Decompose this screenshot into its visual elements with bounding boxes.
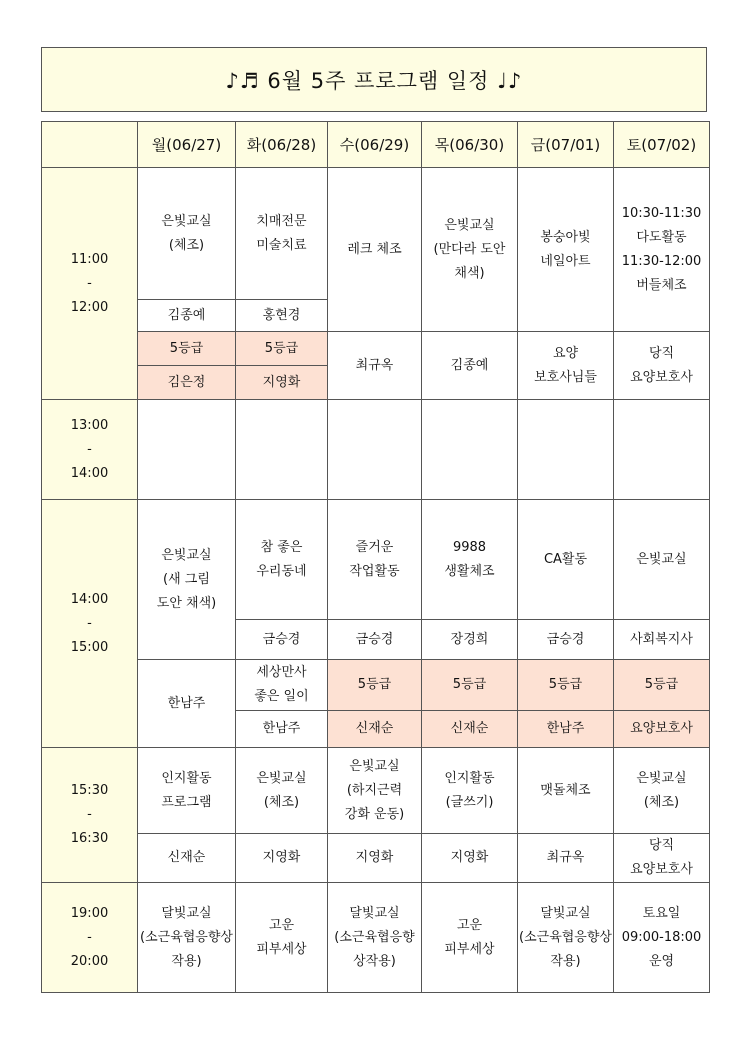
wed-1300-empty <box>328 400 422 500</box>
thu-1530-program: 인지활동 (글쓰기) <box>422 748 518 834</box>
fri-1400-staff: 금승경 <box>518 620 614 660</box>
fri-1900-program: 달빛교실 (소근육협응향상 작용) <box>518 883 614 993</box>
mon-1100-staff: 김종예 <box>138 300 236 332</box>
mon-1100-staff2: 김은정 <box>138 366 236 400</box>
mon-1300-empty <box>138 400 236 500</box>
schedule-table <box>41 121 710 993</box>
day-header-wed: 수(06/29) <box>328 122 422 168</box>
fri-1100-program: 봉숭아빛 네일아트 <box>518 168 614 332</box>
tue-1100-grade: 5등급 <box>236 332 328 366</box>
fri-1400-program: CA활동 <box>518 500 614 620</box>
sat-1400-staff2: 요양보호사 <box>614 711 710 748</box>
time-slot-1530: 15:30 - 16:30 <box>42 748 138 883</box>
fri-1530-program: 맷돌체조 <box>518 748 614 834</box>
tue-1100-staff2: 지영화 <box>236 366 328 400</box>
wed-1400-program: 즐거운 작업활동 <box>328 500 422 620</box>
time-slot-1900: 19:00 - 20:00 <box>42 883 138 993</box>
day-header-mon: 월(06/27) <box>138 122 236 168</box>
header-row <box>42 122 710 168</box>
tue-1900-program: 고운 피부세상 <box>236 883 328 993</box>
fri-1400-staff2: 한남주 <box>518 711 614 748</box>
mon-1530-staff: 신재순 <box>138 834 236 883</box>
time-slot-1100: 11:00 - 12:00 <box>42 168 138 400</box>
thu-1300-empty <box>422 400 518 500</box>
sat-1100-staff: 당직 요양보호사 <box>614 332 710 400</box>
fri-1530-staff: 최규옥 <box>518 834 614 883</box>
thu-1530-staff: 지영화 <box>422 834 518 883</box>
page-title: ♪♬ 6월 5주 프로그램 일정 ♩♪ <box>41 47 707 112</box>
tue-1100-staff: 홍현경 <box>236 300 328 332</box>
tue-1400-program: 참 좋은 우리동네 <box>236 500 328 620</box>
tue-1400-program2: 세상만사 좋은 일이 <box>236 660 328 711</box>
thu-1400-grade: 5등급 <box>422 660 518 711</box>
time-slot-1300: 13:00 - 14:00 <box>42 400 138 500</box>
day-header-thu: 목(06/30) <box>422 122 518 168</box>
time-slot-1400: 14:00 - 15:00 <box>42 500 138 748</box>
sat-1400-staff: 사회복지사 <box>614 620 710 660</box>
tue-1100-program: 치매전문 미술치료 <box>236 168 328 300</box>
day-header-fri: 금(07/01) <box>518 122 614 168</box>
tue-1530-program: 은빛교실 (체조) <box>236 748 328 834</box>
mon-1100-program: 은빛교실 (체조) <box>138 168 236 300</box>
thu-1900-program: 고운 피부세상 <box>422 883 518 993</box>
fri-1300-empty <box>518 400 614 500</box>
tue-1530-staff: 지영화 <box>236 834 328 883</box>
wed-1530-program: 은빛교실 (하지근력 강화 운동) <box>328 748 422 834</box>
mon-1530-program: 인지활동 프로그램 <box>138 748 236 834</box>
sat-1900-program: 토요일 09:00-18:00 운영 <box>614 883 710 993</box>
tue-1400-staff2: 한남주 <box>236 711 328 748</box>
mon-1100-grade: 5등급 <box>138 332 236 366</box>
thu-1400-staff2: 신재순 <box>422 711 518 748</box>
wed-1530-staff: 지영화 <box>328 834 422 883</box>
day-header-tue: 화(06/28) <box>236 122 328 168</box>
thu-1400-staff: 장경희 <box>422 620 518 660</box>
thu-1100-program: 은빛교실 (만다라 도안 채색) <box>422 168 518 332</box>
sat-1400-grade: 5등급 <box>614 660 710 711</box>
wed-1100-program: 레크 체조 <box>328 168 422 332</box>
fri-1400-grade: 5등급 <box>518 660 614 711</box>
sat-1400-program: 은빛교실 <box>614 500 710 620</box>
mon-1400-program: 은빛교실 (새 그림 도안 채색) <box>138 500 236 660</box>
thu-1400-program: 9988 생활체조 <box>422 500 518 620</box>
sat-1300-empty <box>614 400 710 500</box>
day-header-sat: 토(07/02) <box>614 122 710 168</box>
mon-1400-staff: 한남주 <box>138 660 236 748</box>
sat-1530-staff: 당직 요양보호사 <box>614 834 710 883</box>
tue-1300-empty <box>236 400 328 500</box>
sat-1100-program: 10:30-11:30 다도활동 11:30-12:00 버들체조 <box>614 168 710 332</box>
mon-1900-program: 달빛교실 (소근육협응향상 작용) <box>138 883 236 993</box>
wed-1900-program: 달빛교실 (소근육협응향 상작용) <box>328 883 422 993</box>
tue-1400-staff: 금승경 <box>236 620 328 660</box>
wed-1100-staff: 최규옥 <box>328 332 422 400</box>
wed-1400-staff2: 신재순 <box>328 711 422 748</box>
sat-1530-program: 은빛교실 (체조) <box>614 748 710 834</box>
fri-1100-staff: 요양 보호사님들 <box>518 332 614 400</box>
corner-cell <box>42 122 138 168</box>
thu-1100-staff: 김종예 <box>422 332 518 400</box>
wed-1400-grade: 5등급 <box>328 660 422 711</box>
wed-1400-staff: 금승경 <box>328 620 422 660</box>
